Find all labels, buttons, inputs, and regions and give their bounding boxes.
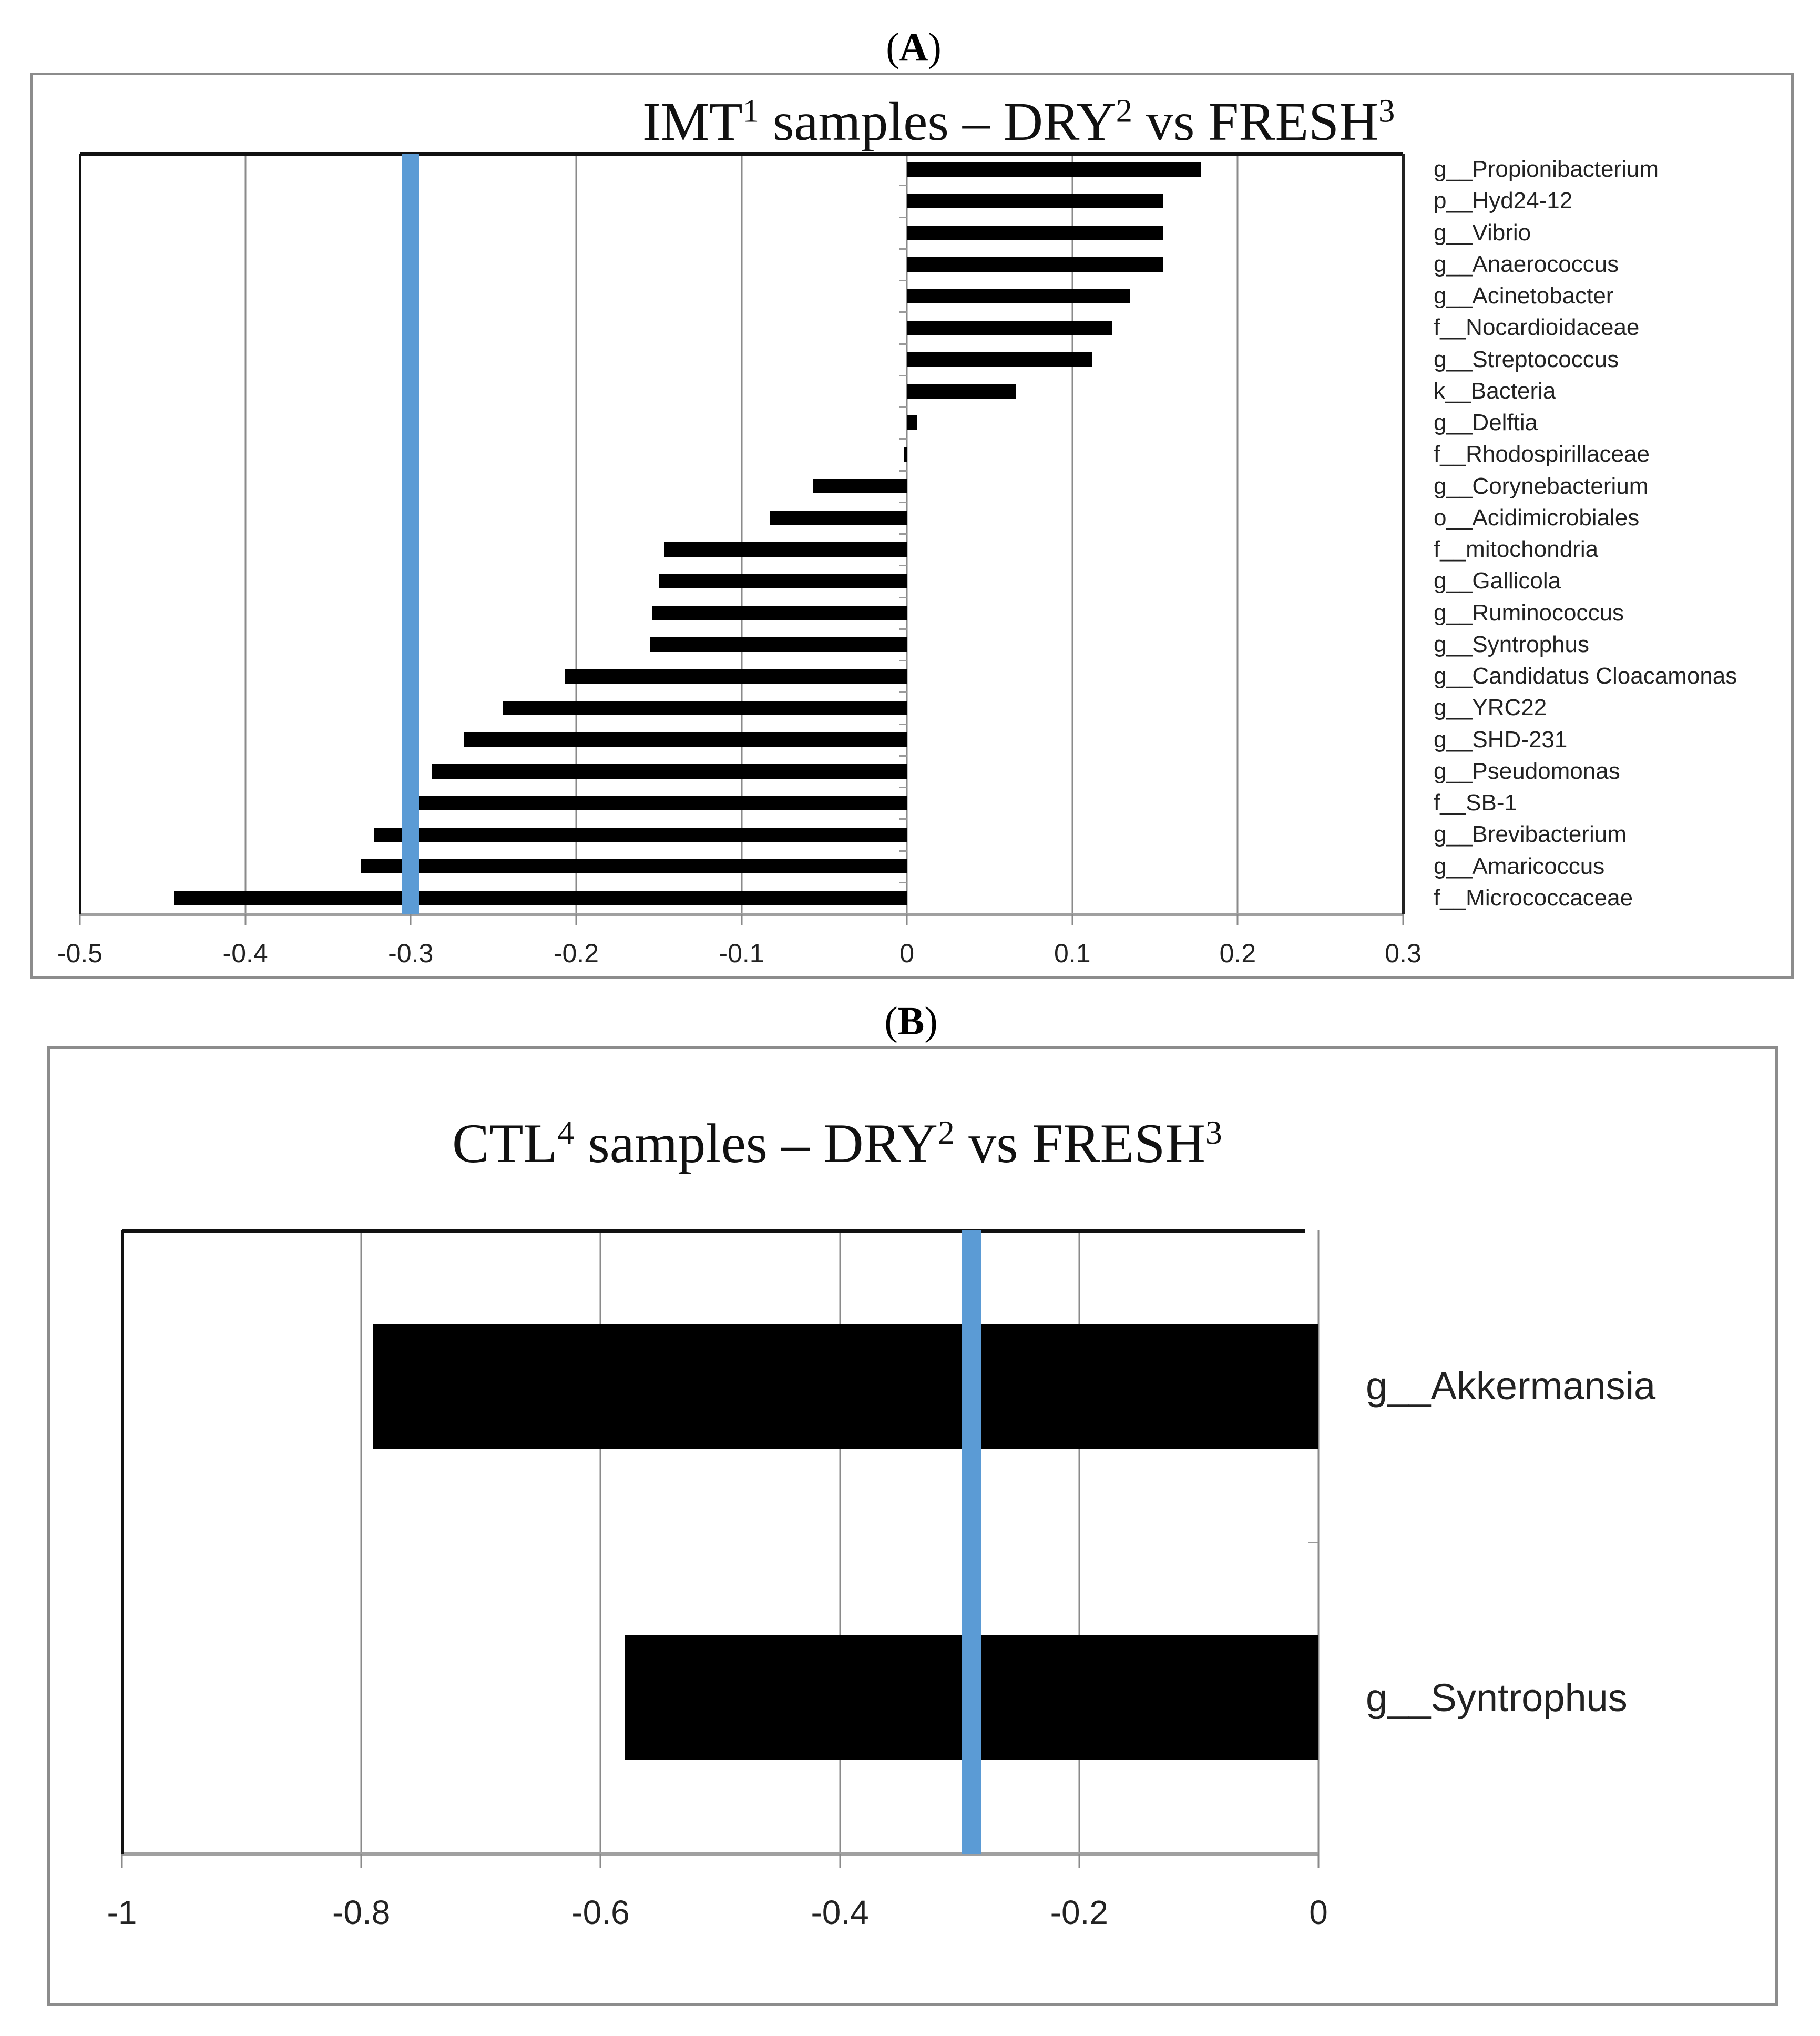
category-label: g__Delftia — [1434, 410, 1538, 436]
plot-top-border — [122, 1229, 1305, 1233]
category-label: f__Micrococcaceae — [1434, 884, 1633, 911]
x-tick-label: -1 — [107, 1894, 137, 1931]
y-tick — [899, 248, 907, 250]
x-tick-label: -0.8 — [332, 1894, 391, 1931]
x-axis-line — [122, 1852, 1318, 1856]
category-label: k__Bacteria — [1434, 378, 1556, 404]
category-label: f__Rhodospirillaceae — [1434, 441, 1650, 467]
category-label: g__Candidatus Cloacamonas — [1434, 663, 1737, 689]
plot-right-border — [1402, 154, 1405, 914]
title-a-sup-2: 2 — [1116, 93, 1132, 129]
x-tick-label: -0.4 — [811, 1894, 869, 1931]
y-tick — [899, 787, 907, 788]
x-tick-label: -0.4 — [222, 939, 268, 968]
y-tick — [899, 755, 907, 757]
y-tick — [899, 882, 907, 883]
category-label: g__Acinetobacter — [1434, 283, 1614, 309]
category-label: f__Nocardioidaceae — [1434, 314, 1640, 341]
panel-a-title — [642, 91, 1395, 152]
x-tick-label: 0.1 — [1054, 939, 1091, 968]
y-tick — [899, 502, 907, 503]
category-label: p__Hyd24-12 — [1434, 188, 1573, 214]
bar-g-streptococcus — [907, 352, 1092, 367]
reference-line — [962, 1230, 981, 1854]
y-tick — [899, 470, 907, 472]
y-tick — [899, 533, 907, 535]
title-b-part: samples – DRY — [574, 1113, 938, 1174]
gridline — [361, 1230, 362, 1854]
x-tick-label: -0.3 — [388, 939, 434, 968]
bar-g-anaerococcus — [907, 257, 1163, 272]
category-label: f__SB-1 — [1434, 790, 1517, 816]
category-label: g__Syntrophus — [1434, 631, 1589, 657]
title-a-part: vs FRESH — [1132, 91, 1379, 152]
bar-f-micrococcaceae — [174, 891, 907, 905]
title-b-sup-3: 3 — [1205, 1114, 1222, 1152]
y-tick — [899, 691, 907, 693]
title-b-part: CTL — [452, 1113, 558, 1174]
title-a-part: IMT — [642, 91, 743, 152]
x-tick-label: -0.6 — [571, 1894, 630, 1931]
panel-a-letter: A — [899, 25, 928, 69]
title-b-sup-2: 2 — [937, 1114, 955, 1152]
x-tick — [575, 914, 577, 925]
x-tick — [600, 1854, 601, 1868]
bar-f-rhodospirillaceae — [904, 447, 907, 462]
panel-a-plot-area — [80, 154, 1403, 914]
y-tick — [899, 818, 907, 820]
category-label: g__Anaerococcus — [1434, 251, 1619, 277]
x-tick — [906, 914, 908, 925]
bar-g-akkermansia — [373, 1324, 1318, 1449]
title-b-sup-4: 4 — [557, 1114, 574, 1152]
plot-left-border — [121, 1230, 124, 1854]
bar-g-acinetobacter — [907, 289, 1130, 303]
category-label: g__Pseudomonas — [1434, 758, 1620, 784]
x-tick-label: -0.2 — [553, 939, 599, 968]
y-tick — [899, 185, 907, 186]
y-tick — [899, 343, 907, 345]
bar-g-corynebacterium — [813, 479, 907, 494]
x-tick — [839, 1854, 841, 1868]
gridline — [1237, 154, 1239, 914]
bar-p-hyd24-12 — [907, 194, 1163, 209]
panel-b-plot-area — [122, 1230, 1318, 1854]
y-tick — [899, 565, 907, 566]
x-tick-label: -0.2 — [1050, 1894, 1108, 1931]
x-tick-label: -0.1 — [719, 939, 764, 968]
bar-g-candidatus-cloacamonas — [565, 669, 907, 684]
y-tick — [1308, 1542, 1318, 1543]
category-label: g__Brevibacterium — [1434, 821, 1627, 848]
bar-k-bacteria — [907, 384, 1016, 399]
category-label: o__Acidimicrobiales — [1434, 504, 1640, 531]
y-tick — [899, 438, 907, 440]
y-tick — [899, 628, 907, 630]
bar-g-brevibacterium — [374, 828, 907, 842]
category-label: g__Corynebacterium — [1434, 473, 1649, 499]
x-tick-label: 0 — [899, 939, 915, 968]
bar-o-acidimicrobiales — [770, 511, 907, 525]
category-label: f__mitochondria — [1434, 536, 1599, 563]
bar-g-delftia — [907, 415, 917, 430]
y-tick — [899, 311, 907, 313]
x-tick — [741, 914, 742, 925]
y-tick — [899, 724, 907, 725]
x-tick — [244, 914, 246, 925]
bar-g-ruminococcus — [652, 606, 907, 620]
x-tick — [1403, 914, 1404, 925]
category-label: g__Akkermansia — [1366, 1364, 1656, 1408]
x-tick — [121, 1854, 123, 1868]
category-label: g__Propionibacterium — [1434, 156, 1659, 182]
bar-g-gallicola — [659, 574, 907, 589]
x-tick — [1318, 1854, 1320, 1868]
y-tick — [899, 406, 907, 408]
panel-b-label: (B) — [884, 999, 938, 1043]
title-a-part: samples – DRY — [759, 91, 1116, 152]
panel-a-label: (A) — [886, 25, 942, 69]
y-tick — [899, 375, 907, 376]
bar-g-syntrophus — [650, 637, 907, 652]
plot-top-border — [80, 152, 1403, 156]
x-tick — [79, 914, 81, 925]
y-tick — [899, 280, 907, 281]
bar-g-vibrio — [907, 226, 1163, 240]
x-tick — [1237, 914, 1239, 925]
category-label: g__Streptococcus — [1434, 346, 1619, 372]
title-a-sup-3: 3 — [1378, 93, 1395, 129]
title-a-sup-1: 1 — [742, 93, 759, 129]
category-label: g__Syntrophus — [1366, 1675, 1628, 1719]
bar-g-yrc22 — [503, 701, 907, 716]
category-label: g__Vibrio — [1434, 219, 1531, 246]
reference-line — [402, 154, 419, 914]
x-tick-label: -0.5 — [57, 939, 103, 968]
y-tick — [899, 217, 907, 218]
bar-g-amaricoccus — [361, 859, 907, 874]
category-label: g__Amaricoccus — [1434, 853, 1605, 879]
x-tick-label: 0 — [1309, 1894, 1328, 1931]
bar-f-mitochondria — [664, 542, 907, 557]
x-tick — [1078, 1854, 1080, 1868]
y-tick — [899, 850, 907, 852]
panel-b-letter: B — [897, 999, 925, 1043]
bar-f-nocardioidaceae — [907, 321, 1112, 335]
y-tick — [899, 660, 907, 661]
bar-g-pseudomonas — [432, 764, 907, 779]
x-tick-label: 0.2 — [1219, 939, 1256, 968]
x-tick — [410, 914, 412, 925]
y-tick — [899, 597, 907, 598]
category-label: g__SHD-231 — [1434, 726, 1568, 752]
bar-g-shd-231 — [464, 732, 907, 747]
plot-left-border — [79, 154, 81, 914]
x-tick — [1071, 914, 1073, 925]
category-label: g__YRC22 — [1434, 695, 1547, 721]
x-tick-label: 0.3 — [1385, 939, 1422, 968]
gridline — [244, 154, 246, 914]
category-label: g__Ruminococcus — [1434, 599, 1624, 626]
bar-g-propionibacterium — [907, 162, 1201, 177]
category-label: g__Gallicola — [1434, 568, 1561, 594]
panel-b-title — [452, 1113, 1222, 1174]
bar-f-sb-1 — [417, 796, 907, 810]
x-tick — [361, 1854, 362, 1868]
title-b-part: vs FRESH — [954, 1113, 1205, 1174]
